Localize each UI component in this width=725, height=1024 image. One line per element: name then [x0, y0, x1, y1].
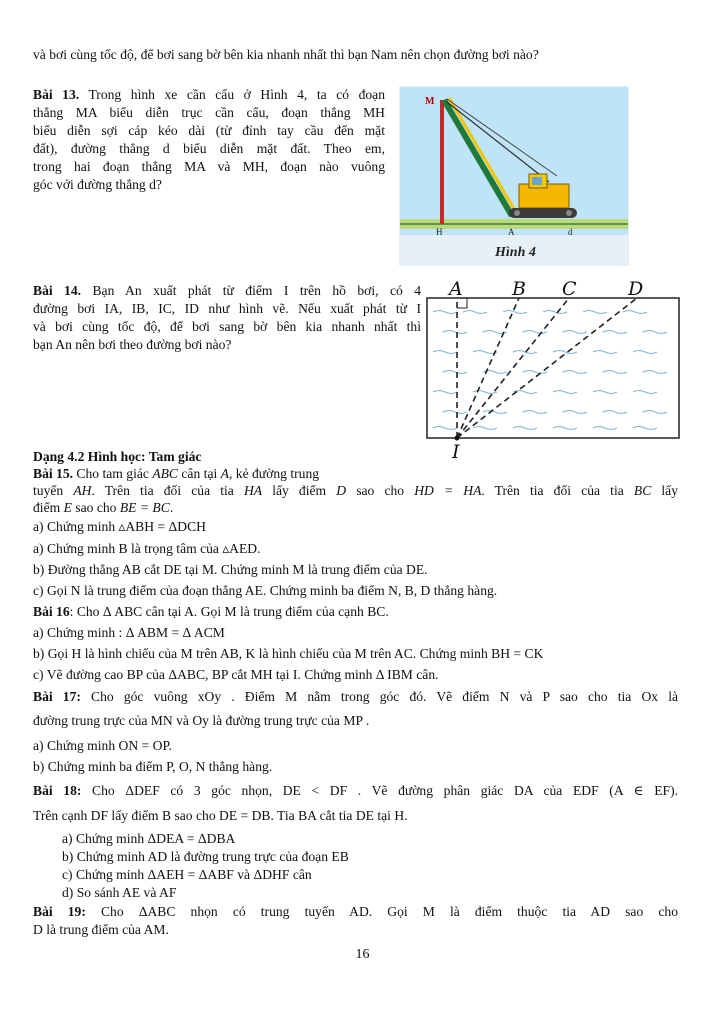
bai15-item-3: b) Đường thẳng AB cắt DE tại M. Chứng minh M là trung điểm của DE. [33, 562, 428, 577]
bai14-line-3: và bơi cùng tốc độ, để bơi sang bờ bên kia nhanh nhất thì [33, 319, 421, 334]
bai18-item-c: c) Chứng minh ΔAEH = ΔABF và ΔDHF cân [62, 867, 312, 882]
cabin-window [532, 177, 542, 185]
bai17-line-2: đường trung trực của MN và Oy là đường trung trực của MP . [33, 713, 370, 728]
bai13-line-3: biểu diễn sợi cáp kéo dài (từ đỉnh tay cầu đến mặt [33, 123, 385, 138]
label-d: d [568, 227, 573, 237]
bai15-line-1: Bài 15. Cho tam giác ABC cân tại A, kẻ đường trung [33, 466, 320, 481]
track-wheel [566, 210, 572, 216]
label-m: M [425, 96, 435, 107]
label-b: B [512, 278, 526, 300]
bai15-item-2: a) Chứng minh B là trọng tâm của ▵AED. [33, 541, 261, 556]
bai13-line-1: Trong hình xe cần cẩu ở Hình 4, ta có đoạn [79, 87, 386, 102]
bai16-label: Bài 16 [33, 604, 70, 619]
label-a: A [449, 278, 463, 300]
bai13-line-2: thẳng MA biểu diễn trục cần cẩu, đoạn thẳng MH [33, 105, 385, 120]
bai15-line-3: điểm E sao cho BE = BC. [33, 500, 174, 515]
bai16-item-2: b) Gọi H là hình chiếu của M trên AB, K là hình chiếu của M trên AC. Chứng minh BH = CK [33, 646, 544, 661]
bai17-line-1: Bài 17: Cho góc vuông xOy . Điểm M nằm trong góc đó. Vẽ điểm N và P sao cho tia Ox là [33, 689, 679, 704]
bai18-item-a: a) Chứng minh ΔDEA = ΔDBA [62, 831, 236, 846]
bai13-label: Bài 13. [33, 87, 80, 102]
bai17-item-2: b) Chứng minh ba điểm P, O, N thẳng hàng. [33, 759, 273, 774]
label-a: A [508, 227, 515, 237]
bai13-line-6: góc với đường thẳng d? [33, 177, 162, 192]
bai16-item-1: a) Chứng minh : Δ ABM = Δ ACM [33, 625, 225, 640]
bai19-line-1: Bài 19: Cho ΔABC nhọn có trung tuyến AD. Gọi M là điểm thuộc tia AD sao cho [33, 904, 678, 919]
bai15-label: Bài 15. [33, 466, 74, 481]
figure-caption: Hình 4 [495, 245, 536, 260]
page-number: 16 [355, 947, 370, 962]
bai15-item-1: a) Chứng minh ▵ABH = ΔDCH [33, 519, 206, 534]
bai14-line-1: Bạn An xuất phát từ điểm I trên hồ bơi, có 4 [81, 283, 422, 298]
bai19-label: Bài 19: [33, 904, 86, 919]
bai18-item-b: b) Chứng minh AD là đường trung trực của đoạn EB [62, 849, 349, 864]
bai17-label: Bài 17: [33, 689, 81, 704]
pool-figure [423, 276, 685, 462]
bai18-label: Bài 18: [33, 783, 82, 798]
bai13-line-4: đất), đường thẳng d biểu diễn mặt đất. Theo em, [33, 141, 385, 156]
label-i: I [452, 441, 460, 462]
bai13-line-5: trong hai đoạn thẳng MA và MH, đoạn nào vuông [33, 159, 385, 174]
bai16-item-3: c) Vẽ đường cao BP của ΔABC, BP cắt MH tại I. Chứng minh Δ IBM cân. [33, 667, 439, 682]
intro-line: và bơi cùng tốc độ, để bơi sang bờ bên kia nhanh nhất thì bạn Nam nên chọn đường bơi nào? [33, 47, 539, 62]
point-i [455, 436, 460, 441]
bai17-item-1: a) Chứng minh ON = OP. [33, 738, 172, 753]
label-h: H [436, 227, 443, 237]
bai14-block [33, 282, 421, 354]
bai18-item-d: d) So sánh AE và AF [62, 885, 177, 900]
label-d: D [628, 278, 644, 300]
bai14-line-2: đường bơi IA, IB, IC, ID như hình vẽ. Nếu xuất phát từ I [33, 301, 421, 316]
bai19-line-2: D là trung điểm của AM. [33, 922, 169, 937]
bai13-block [33, 86, 385, 194]
section-heading: Dạng 4.2 Hình học: Tam giác [33, 449, 202, 464]
bai14-label: Bài 14. [33, 283, 82, 298]
bai14-line-4: bạn An nên bơi theo đường bơi nào? [33, 337, 232, 352]
bai16-line-1: Bài 16: Cho Δ ABC cân tại A. Gọi M là trung điểm của cạnh BC. [33, 604, 389, 619]
bai18-line-1: Bài 18: Cho ΔDEF có 3 góc nhọn, DE < DF . Vẽ đường phân giác DA của EDF (A ∈ EF). [33, 783, 678, 798]
bai15-item-4: c) Gọi N là trung điểm của đoạn thẳng AE. Chứng minh ba điểm N, B, D thẳng hàng. [33, 583, 498, 598]
label-c: C [562, 278, 577, 300]
bai18-line-2: Trên cạnh DF lấy điểm B sao cho DE = DB. Tia BA cắt tia DE tại H. [33, 808, 408, 823]
track-wheel [514, 210, 520, 216]
bai15-line-2: tuyến AH. Trên tia đối của tia HA lấy điểm D sao cho HD = HA. Trên tia đối của tia BC lấy [33, 483, 678, 498]
crane-figure [399, 86, 629, 266]
